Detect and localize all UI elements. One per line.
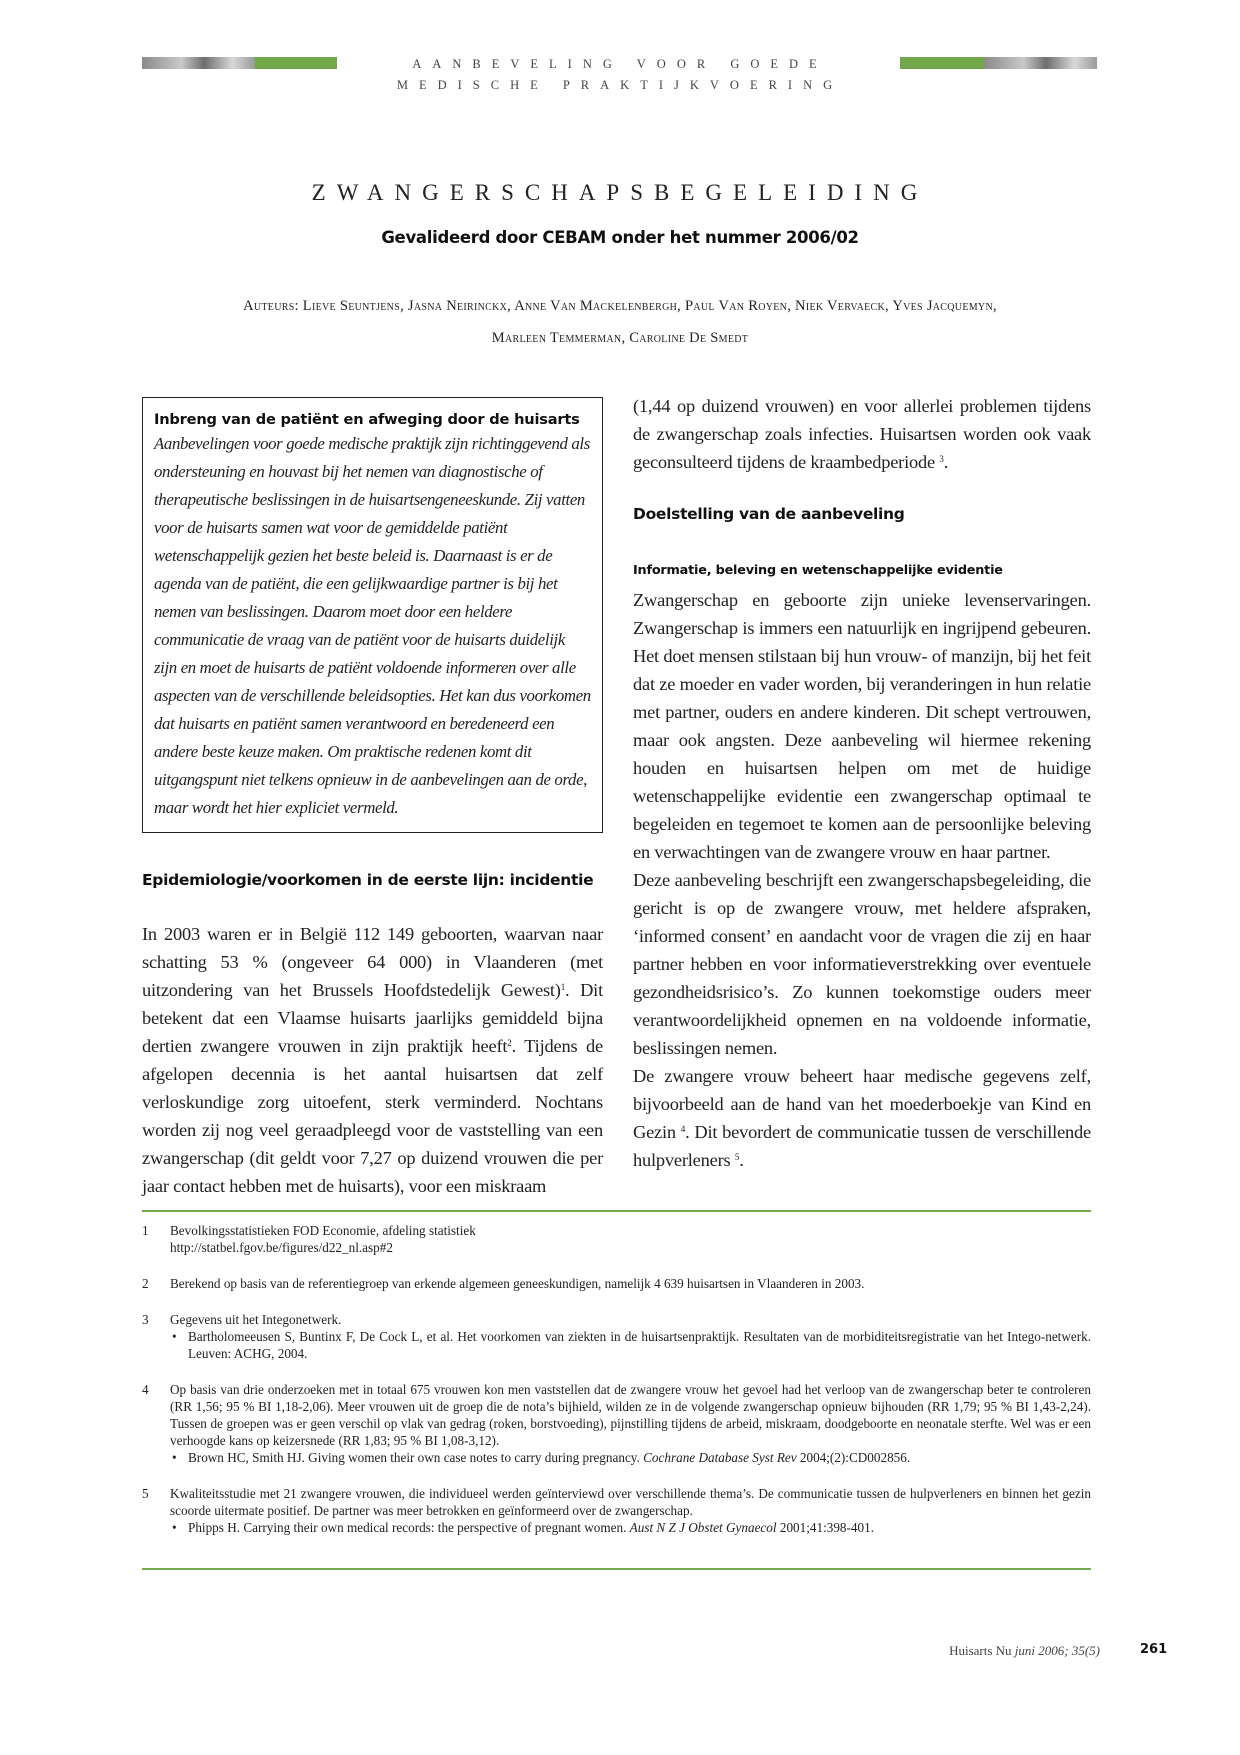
objective-paragraphs	[633, 586, 1091, 1174]
footnote-text: Gegevens uit het Integonetwerk.	[170, 1312, 342, 1327]
footnote-ref-4: 4	[680, 1124, 686, 1134]
patient-input-box	[142, 397, 603, 833]
page-title: ZWANGERSCHAPSBEGELEIDING	[311, 180, 929, 205]
footnote-ref-2: 2	[507, 1038, 512, 1048]
objective-p2: Deze aanbeveling beschrijft een zwangerschapsbegeleiding, die gericht is op de zwangere vrouw, met heldere afspraken, ‘informed consent’ en aandacht voor de vragen die zij en haar partner hebben en voor informatieverstrekking over eventuele gezondheidsrisico’s. Zo kunnen toekomstige ouders meer verantwoordelijkheid opnemen en na voldoende informatie, beslissingen nemen.	[633, 870, 1091, 1058]
footnote-text: Bevolkingsstatistieken FOD Economie, afdeling statistiek	[170, 1223, 476, 1238]
authors-line2: Marleen Temmerman, Caroline De Smedt	[491, 330, 749, 346]
footnote-text: Op basis van drie onderzoeken met in totaal 675 vrouwen kon men vaststellen dat de zwangere vrouw het gevoel had het verloop van de zwangerschap beter te controleren (RR 1,56; 95 % BI 1,18-2,06). Meer vrouwen uit de groep die de nota’s bijhield, wilden ze in de volgende zwangerschap opnieuw bijhouden (RR 1,79; 95 % BI 1,43-2,24). Tussen de groepen was er geen verschil op vlak van gedrag (roken, borstvoeding), pijnstilling tijdens de arbeid, miskraam, doodgeboorte en neonatale sterfte. Wel was er een verhoogde kans op keizersnede (RR 1,83; 95 % BI 1,08-3,12).	[170, 1382, 1091, 1448]
footnote-number: 1	[142, 1223, 149, 1238]
ref-volume: 2004;(2):CD002856.	[796, 1450, 911, 1465]
obj-p3-c: .	[739, 1150, 744, 1170]
epidemiology-paragraph	[142, 920, 603, 1200]
footnote-reference	[170, 1519, 1091, 1536]
footnote-reference	[170, 1449, 1091, 1466]
objective-p1: Zwangerschap en geboorte zijn unieke levenservaringen. Zwangerschap is immers een natuurlijk en ingrijpend gebeuren. Het doet mensen stilstaan bij hun vrouw- of manzijn, bij het feit dat ze moeder en vader worden, bij veranderingen in hun relatie met partner, ouders en andere kinderen. Dit schept vertrouwen, maar ook angsten. Deze aanbeveling wil hiermee rekening houden en huisartsen helpen om met de huidige wetenschappelijke evidentie een zwangerschap optimaal te begeleiden en tegemoet te komen aan de persoonlijke beleving en verwachtingen van de zwangere vrouw en haar partner.	[633, 590, 1091, 862]
journal-name: Huisarts Nu	[949, 1643, 1012, 1658]
footnote-reference: • Bartholomeeusen S, Buntinx F, De Cock L, et al. Het voorkomen van ziekten in de huisartsenpraktijk. Resultaten van de morbiditeitsregistratie van het Intego-netwerk. Leuven: ACHG, 2004.	[170, 1328, 1091, 1362]
header-bar-right-grey	[984, 57, 1097, 69]
epidemiology-heading: Epidemiologie/voorkomen in de eerste lijn: incidentie	[142, 871, 594, 889]
footnote-ref-3: 3	[939, 454, 944, 464]
footnote-ref-5: 5	[734, 1152, 740, 1162]
epi-text-a: In 2003 waren er in België 112 149 geboorten, waarvan naar schatting 53 % (ongeveer 64 000) in Vlaanderen (met uitzondering van het Brussels Hoofdstedelijk Gewest)	[142, 924, 603, 1000]
header-bar-right-green	[900, 57, 984, 69]
authors-line1: Auteurs: Lieve Seuntjens, Jasna Neirinckx, Anne Van Mackelenbergh, Paul Van Royen, Niek Vervaeck, Yves Jacquemyn,	[243, 298, 997, 314]
ref-authors: Brown HC, Smith HJ. Giving women their own case notes to carry during pregnancy.	[188, 1450, 644, 1465]
footnote-text: Kwaliteitsstudie met 21 zwangere vrouwen, die individueel werden geïnterviewd over verschillende thema’s. De communicatie tussen de hulpverleners en binnen het gezin scoorde uitermate positief. De partner was meer betrokken en geïnformeerd over de zwangerschap.	[170, 1486, 1091, 1518]
journal-issue: juni 2006; 35(5)	[1014, 1643, 1100, 1658]
footnote-ref-1: 1	[560, 982, 566, 992]
page-number: 261	[1140, 1642, 1168, 1657]
objective-heading: Doelstelling van de aanbeveling	[633, 505, 905, 523]
obj-p3-b: . Dit bevordert de communicatie tussen de verschillende hulpverleners	[633, 1122, 1092, 1170]
ref-journal: Cochrane Database Syst Rev	[643, 1450, 797, 1465]
ref-volume: 2001;41:398-401.	[776, 1520, 874, 1535]
footnote-4	[142, 1381, 1091, 1466]
footnote-rule-top	[142, 1210, 1091, 1212]
running-head-line1: AANBEVELING VOOR GOEDE	[412, 57, 828, 71]
epi-cont-text-b: .	[943, 452, 949, 472]
epi-text-c: . Tijdens de afgelopen decennia is het aantal huisartsen dat zelf verloskundige zorg uitoefent, sterk verminderd. Nochtans worden zij nog veel geraadpleegd voor de vaststelling van een zwangerschap (dit geldt voor 7,27 op duizend vrouwen die per jaar contact hebben met de huisarts), voor een miskraam	[142, 1036, 603, 1196]
page-subtitle: Gevalideerd door CEBAM onder het nummer 2006/02	[381, 228, 859, 247]
epidemiology-continuation	[633, 392, 1091, 476]
footnotes	[142, 1222, 1091, 1555]
footnote-number: 2	[142, 1276, 149, 1291]
header-bar-left-grey	[142, 57, 255, 69]
authors	[130, 290, 1110, 354]
footer-journal	[900, 1643, 1100, 1659]
footnote-2	[142, 1275, 1091, 1292]
ref-journal: Aust N Z J Obstet Gynaecol	[629, 1520, 777, 1535]
obj-p3-a: De zwangere vrouw beheert haar medische gegevens zelf, bijvoorbeeld aan de hand van het moederboekje van Kind en Gezin	[633, 1066, 1091, 1142]
footnote-number: 4	[142, 1382, 149, 1397]
running-head-line2: MEDISCHE PRAKTIJKVOERING	[396, 78, 844, 92]
epi-text-b: . Dit betekent dat een Vlaamse huisarts jaarlijks gemiddeld bijna dertien zwangere vrouwen in zijn praktijk heeft	[142, 980, 603, 1056]
footnote-1	[142, 1222, 1091, 1256]
footnote-3	[142, 1311, 1091, 1362]
footnote-text: Berekend op basis van de referentiegroep van erkende algemeen geneeskundigen, namelijk 4 639 huisartsen in Vlaanderen in 2003.	[170, 1276, 865, 1291]
footnote-number: 5	[142, 1486, 149, 1501]
box-text: Aanbevelingen voor goede medische praktijk zijn richtinggevend als ondersteuning en houvast bij het nemen van diagnostische of therapeutische beslissingen in de huisartsengeneeskunde. Zij vatten voor de huisarts samen wat voor de gemiddelde patiënt wetenschappelijk gezien het beste beleid is. Daarnaast is er de agenda van de patiënt, die een gelijkwaardige partner is bij het nemen van beslissingen. Daarom moet door een heldere communicatie de vraag van de patiënt voor de huisarts duidelijk zijn en moet de huisarts de patiënt voldoende informeren over alle aspecten van de verschillende beleidsopties. Het kan dus voorkomen dat huisarts en patiënt samen verantwoord en beredeneerd een andere beste keuze maken. Om praktische redenen komt dit uitgangspunt niet telkens opnieuw in de aanbevelingen aan de orde, maar wordt het hier expliciet vermeld.	[154, 434, 591, 817]
ref-authors: Phipps H. Carrying their own medical records: the perspective of pregnant women.	[188, 1520, 630, 1535]
box-title: Inbreng van de patiënt en afweging door de huisarts	[154, 411, 580, 428]
footnote-url: http://statbel.fgov.be/figures/d22_nl.asp#2	[170, 1240, 393, 1255]
objective-subheading: Informatie, beleving en wetenschappelijke evidentie	[633, 563, 1003, 578]
footnote-number: 3	[142, 1312, 149, 1327]
header-bar-left-green	[255, 57, 337, 69]
epi-cont-text-a: (1,44 op duizend vrouwen) en voor allerlei problemen tijdens de zwangerschap zoals infecties. Huisartsen worden ook vaak geconsulteerd tijdens de kraambedperiode	[633, 396, 1091, 472]
objective-p3	[633, 1062, 1091, 1174]
footnote-5	[142, 1485, 1091, 1536]
footnote-rule-bottom	[142, 1568, 1091, 1570]
